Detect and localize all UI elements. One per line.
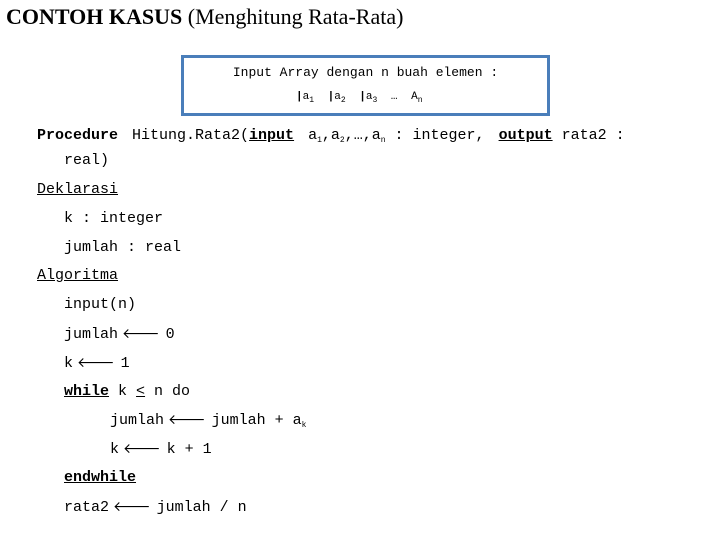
stmt-input: input(n) <box>64 296 137 313</box>
stmt-left: jumlah <box>110 412 165 429</box>
cell-bar: | <box>359 91 366 103</box>
cell-base: A <box>411 91 418 103</box>
cell-base: a <box>302 91 310 103</box>
array-ellipsis: … <box>390 91 398 103</box>
input-box-caption: Input Array dengan n buah elemen : <box>232 65 499 80</box>
while-operator: < <box>136 383 146 400</box>
left-arrow-icon: 🡐 <box>168 412 206 428</box>
decl-jumlah: jumlah : real <box>64 239 182 256</box>
while-condition: n do <box>145 383 191 400</box>
title-subtitle: (Menghitung Rata-Rata) <box>182 4 404 29</box>
stmt-jumlah-init <box>64 324 175 345</box>
array-cell <box>296 88 314 106</box>
stmt-left: rata2 <box>64 499 110 516</box>
stmt-left: jumlah <box>64 326 119 343</box>
while-var: k <box>109 383 137 400</box>
cell-sub: 3 <box>372 96 378 105</box>
cell-base: a <box>365 91 373 103</box>
param-sub: n <box>380 136 386 145</box>
stmt-left: k <box>64 355 74 372</box>
while-keyword: while <box>64 383 110 400</box>
procedure-keyword: Procedure <box>37 127 119 144</box>
cell-bar: | <box>327 91 335 103</box>
page-title <box>6 2 403 32</box>
array-cell <box>328 88 346 106</box>
loop-stmt-jumlah <box>110 410 306 431</box>
param-type: : integer, <box>385 127 485 144</box>
decl-k: k : integer <box>64 210 164 227</box>
output-keyword: output <box>498 127 553 144</box>
left-arrow-icon: 🡐 <box>123 441 161 457</box>
stmt-right: 0 <box>165 326 175 343</box>
procedure-header-cont: real) <box>64 152 110 169</box>
algoritma-heading: Algoritma <box>37 267 119 284</box>
left-arrow-icon: 🡐 <box>77 355 115 371</box>
output-param: rata2 : <box>552 127 625 144</box>
input-keyword: input <box>249 127 295 144</box>
array-cell-last <box>411 88 422 106</box>
title-bold: CONTOH KASUS <box>6 4 183 29</box>
stmt-rata2 <box>64 497 247 518</box>
endwhile-keyword: endwhile <box>64 469 137 486</box>
deklarasi-heading: Deklarasi <box>37 181 119 198</box>
param-sub: 2 <box>339 136 345 145</box>
stmt-right: jumlah / n <box>156 499 247 516</box>
param-text: ,a <box>321 127 340 144</box>
array-elements <box>296 88 430 106</box>
left-arrow-icon: 🡐 <box>122 326 160 342</box>
stmt-right: jumlah + a <box>211 412 302 429</box>
loop-stmt-k <box>110 439 212 460</box>
cell-bar: | <box>296 91 303 103</box>
cell-sub: n <box>417 96 423 105</box>
array-cell <box>359 88 377 106</box>
input-array-box <box>181 55 550 116</box>
param-sub: 1 <box>317 136 322 145</box>
param-text: a <box>308 127 318 144</box>
procedure-name: Hitung.Rata2( <box>132 127 250 144</box>
cell-sub: 1 <box>309 96 315 105</box>
cell-sub: 2 <box>340 96 346 105</box>
procedure-header <box>37 126 625 146</box>
param-text: ,…,a <box>344 127 381 144</box>
stmt-left: k <box>110 441 120 458</box>
stmt-k-init <box>64 353 130 374</box>
stmt-right: k + 1 <box>166 441 212 458</box>
while-header <box>64 382 190 402</box>
stmt-sub: k <box>301 421 307 430</box>
cell-base: a <box>334 91 341 103</box>
left-arrow-icon: 🡐 <box>113 499 151 515</box>
stmt-right: 1 <box>120 355 130 372</box>
